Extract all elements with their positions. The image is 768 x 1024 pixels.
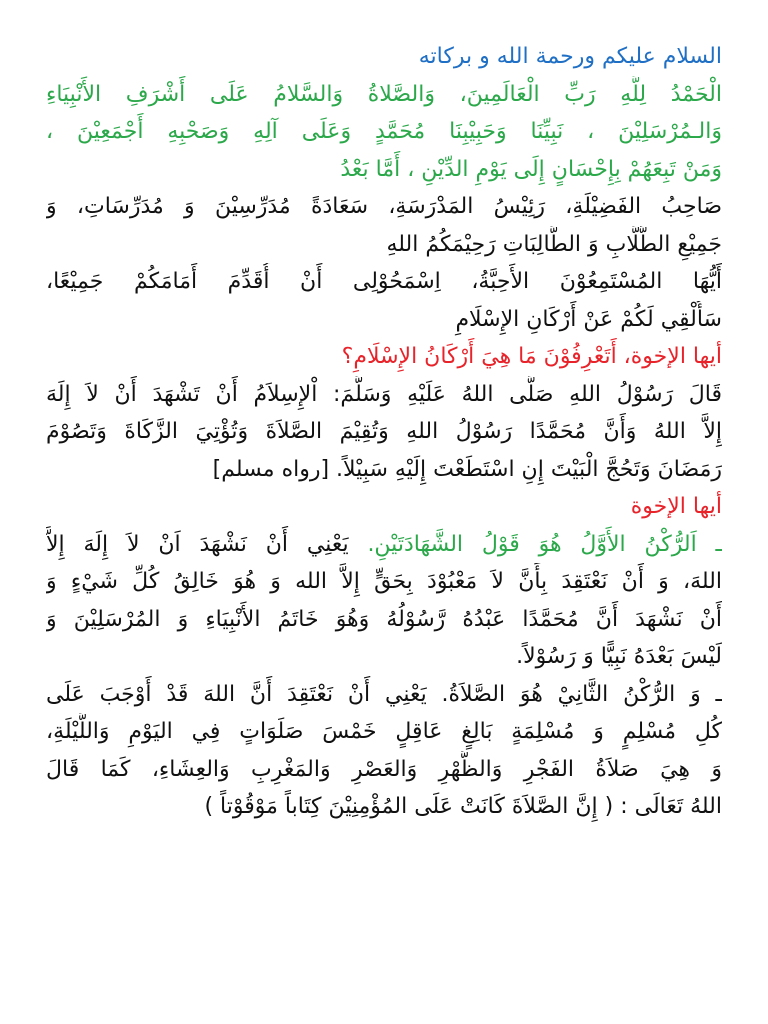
pillar1-line-2: اللهَ، وَ أَنْ نَعْتَقِدَ بِأَنَّ لاَ مَعْبُوْدَ بِحَقٍّ إِلاَّ الله وَ هُوَ خَالِقُ كُلِّ شَيْءٍ وَ (46, 569, 722, 594)
pillar2-line-1: ـ وَ الرُّكْنُ الثَّانِيْ هُوَ الصَّلاَةُ. يَعْنِي أَنْ نَعْتَقِدَ أَنَّ اللهَ قَدْ أَوْجَبَ عَلَى (46, 681, 722, 707)
opening-line-2: وَالـمُرْسَلِيْنَ ، نَبِيِّنَا وَحَبِيْبِنَا مُحَمَّدٍ وَعَلَى آلِهِ وَصَحْبِهِ أَجْمَعِيْنَ ، (46, 119, 722, 144)
brothers-heading: أيها الإخوة (630, 494, 722, 519)
pillar1-line-1 (46, 526, 722, 564)
hadith-line-3: رَمَضَانَ وَتَحُجَّ الْبَيْتَ إِنِ اسْتَطَعْتَ إِلَيْهِ سَبِيْلاً. [رواه مسلم] (212, 456, 722, 482)
hadith-line-2: إِلاَّ اللهُ وَأَنَّ مُحَمَّدًا رَسُوْلُ اللهِ وَتُقِيْمَ الصَّلاَةَ وَتُؤْتِيَ الزَّكَاةَ وَتَصُوْمَ (46, 419, 722, 444)
address-line-4: سَأُلْقِي لَكُمْ عَنْ أَرْكَانِ الإِسْلَامِ (455, 306, 722, 332)
opening-line-1: الْحَمْدُ لِلَّهِ رَبِّ الْعَالَمِينَ، وَالصَّلاةُ وَالسَّلامُ عَلَى أَشْرَفِ الأَنْبِيَاءِ (46, 81, 722, 107)
question-line: أيها الإخوة، أَتَعْرِفُوْنَ مَا هِيَ أَرْكَانُ الإِسْلَامِ؟ (341, 344, 722, 369)
hadith-line-1: قَالَ رَسُوْلُ اللهِ صَلَّى اللهُ عَلَيْهِ وَسَلَّمَ: اْلإِسِلاَمُ أَنْ تَشْهَدَ أَنْ لاَ إِلَهَ (46, 381, 722, 407)
pillar2-line-3: وَ هِيَ صَلاَةُ الفَجْرِ وَالظُّهْرِ وَالعَصْرِ وَالمَغْرِبِ وَالعِشَاءِ، كَمَا قَالَ (46, 756, 722, 782)
pillar1-heading: ـ اَلرُّكْنُ الأَوَّلُ هُوَ قَوْلُ الشَّهَادَتَيْنِ. (367, 531, 722, 557)
address-line-1: صَاحِبُ الفَضِيْلَةِ، رَئِيْسُ المَدْرَسَةِ، سَعَادَةً مُدَرِّسِيْنَ وَ مُدَرِّسَاتِ، وَ (46, 194, 722, 219)
pillar1-line-3: أَنْ نَشْهَدَ أَنَّ مُحَمَّدًا عَبْدُهُ رَّسُوْلُهُ وَهُوَ خَاتَمُ الأَنْبِيَاءِ وَ المُرْسَلِيْنَ وَ (46, 606, 722, 632)
pillar1-first-rest: يَعْنِي أَنْ نَشْهَدَ اَنْ لاَ إِلَهَ إِلاَّ (46, 531, 368, 557)
address-line-2: جَمِيْعِ الطُّلَّابِ وَ الطَّالِبَاتِ رَحِيْمَكُمُ اللهِ (386, 231, 722, 257)
pillar1-line-4: لَيْسَ بَعْدَهُ نَبِيًّا وَ رَسُوْلاً. (516, 644, 722, 669)
address-line-3: أَيُّهَا المُسْتَمِعُوْنَ الأَحِبَّةُ، اِسْمَحُوْلِى أَنْ أُقَدِّمَ أَمَامَكُمْ جَمِيْعًا، (46, 269, 722, 294)
opening-line-3: وَمَنْ تَبِعَهُمْ بِإِحْسَانٍ إِلَى يَوْمِ الدِّيْنِ ، أَمَّا بَعْدُ (340, 156, 722, 182)
pillar2-line-2: كُلِ مُسْلِمٍ وَ مُسْلِمَةٍ بَالِغٍ عَاقِلٍ خَمْسَ صَلَوَاتٍ فِي اليَوْمِ وَاللَّيْلَةِ، (46, 719, 722, 744)
greeting-line: السلام عليكم ورحمة الله و بركاته (418, 44, 722, 69)
pillar2-line-4: اللهُ تَعَالَى : ( إِنَّ الصَّلاَةَ كَانَتْ عَلَى المُؤْمِنِيْنَ كِتَاباً مَوْقُوْتاً ) (204, 794, 722, 819)
